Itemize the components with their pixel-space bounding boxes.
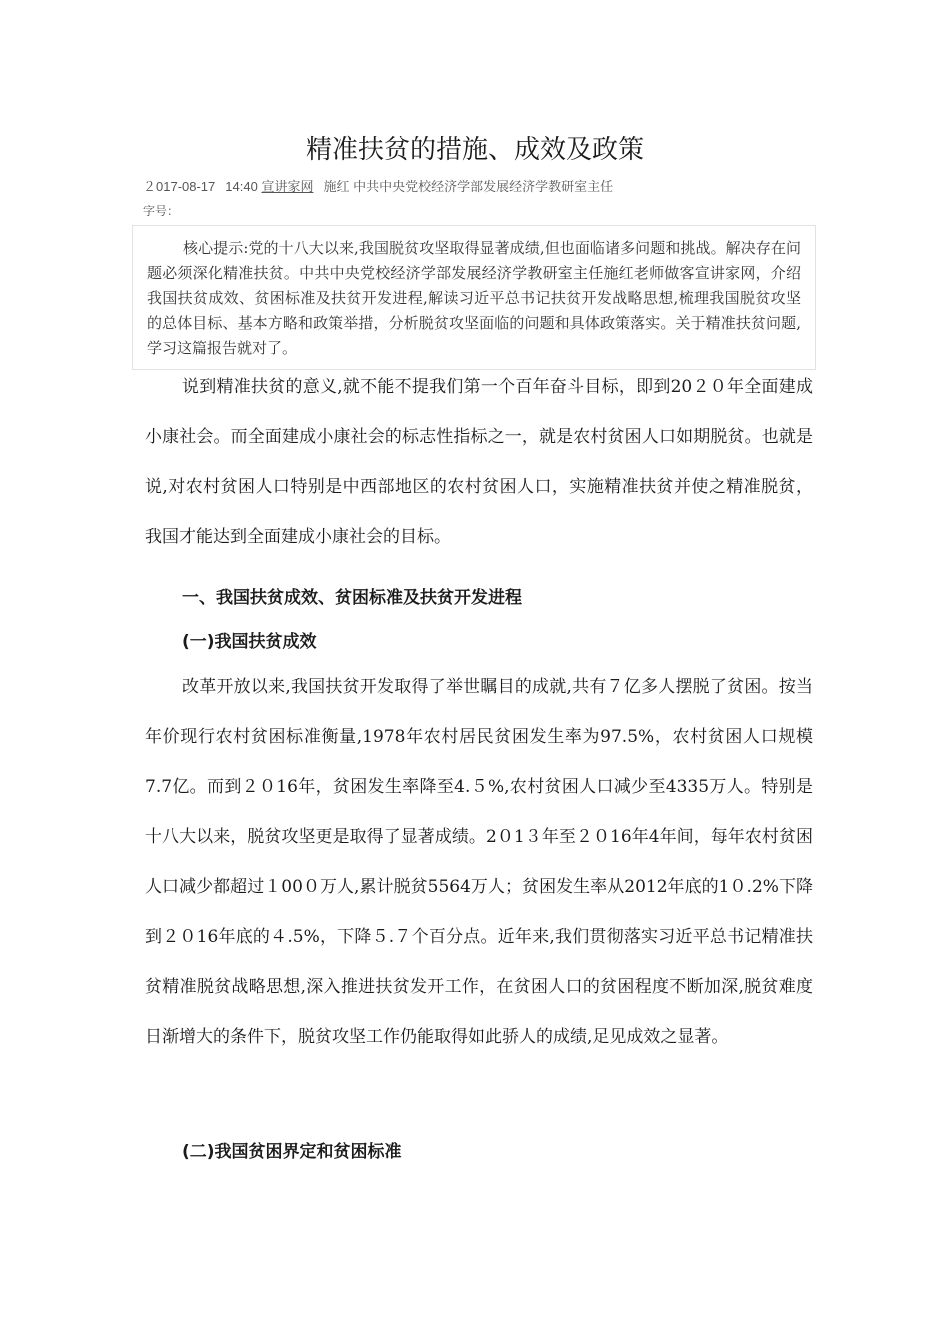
section-heading: 一、我国扶贫成效、贫困标准及扶贫开发进程: [182, 588, 522, 608]
article-meta: [143, 178, 843, 196]
publish-time: 14:40: [225, 179, 258, 194]
summary-box: 核心提示:党的十八大以来,我国脱贫攻坚取得显著成绩,但也面临诸多问题和挑战。解决存在问题必须深化精准扶贫。中共中央党校经济学部发展经济学教研室主任施红老师做客宣讲家网，介绍我国扶贫成效、贫困标准及扶贫开发进程,解读习近平总书记扶贫开发战略思想,梳理我国脱贫攻坚的总体目标、基本方略和政策举措，分析脱贫攻坚面临的问题和具体政策落实。关于精准扶贫问题,学习这篇报告就对了。: [132, 225, 816, 370]
author-info: 施红 中共中央党校经济学部发展经济学教研室主任: [323, 179, 614, 194]
article-title: 精准扶贫的措施、成效及政策: [305, 135, 644, 165]
font-size-label: 字号：: [143, 204, 180, 218]
source-link[interactable]: 宣讲家网: [261, 179, 314, 194]
subsection-paragraph-1: 改革开放以来,我国扶贫开发取得了举世瞩目的成就,共有７亿多人摆脱了贫困。按当年价现行农村贫困标准衡量,1978年农村居民贫困发生率为97.5%，农村贫困人口规模7.7亿。而到２０16年，贫困发生率降至4.５%,农村贫困人口减少至4335万人。特别是十八大以来，脱贫攻坚更是取得了显著成绩。2０1３年至２０16年4年间，每年农村贫困人口减少都超过１00０万人,累计脱贫5564万人；贫困发生率从2012年底的1０.2%下降到２０16年底的４.5%，下降５.７个百分点。近年来,我们贯彻落实习近平总书记精准扶贫精准脱贫战略思想,深入推进扶贫发开工作，在贫困人口的贫困程度不断加深,脱贫难度日渐增大的条件下，脱贫攻坚工作仍能取得如此骄人的成绩,足见成效之显著。: [145, 677, 813, 1047]
publish-date: ２017-08-17: [143, 179, 216, 194]
subsection-heading-2: (二)我国贫困界定和贫困标准: [182, 1142, 402, 1162]
intro-paragraph: 说到精准扶贫的意义,就不能不提我们第一个百年奋斗目标，即到20２０年全面建成小康社会。而全面建成小康社会的标志性指标之一，就是农村贫困人口如期脱贫。也就是说,对农村贫困人口特别是中西部地区的农村贫困人口，实施精准扶贫并使之精准脱贫，我国才能达到全面建成小康社会的目标。: [145, 377, 813, 547]
subsection-heading-1: (一)我国扶贫成效: [182, 632, 317, 652]
